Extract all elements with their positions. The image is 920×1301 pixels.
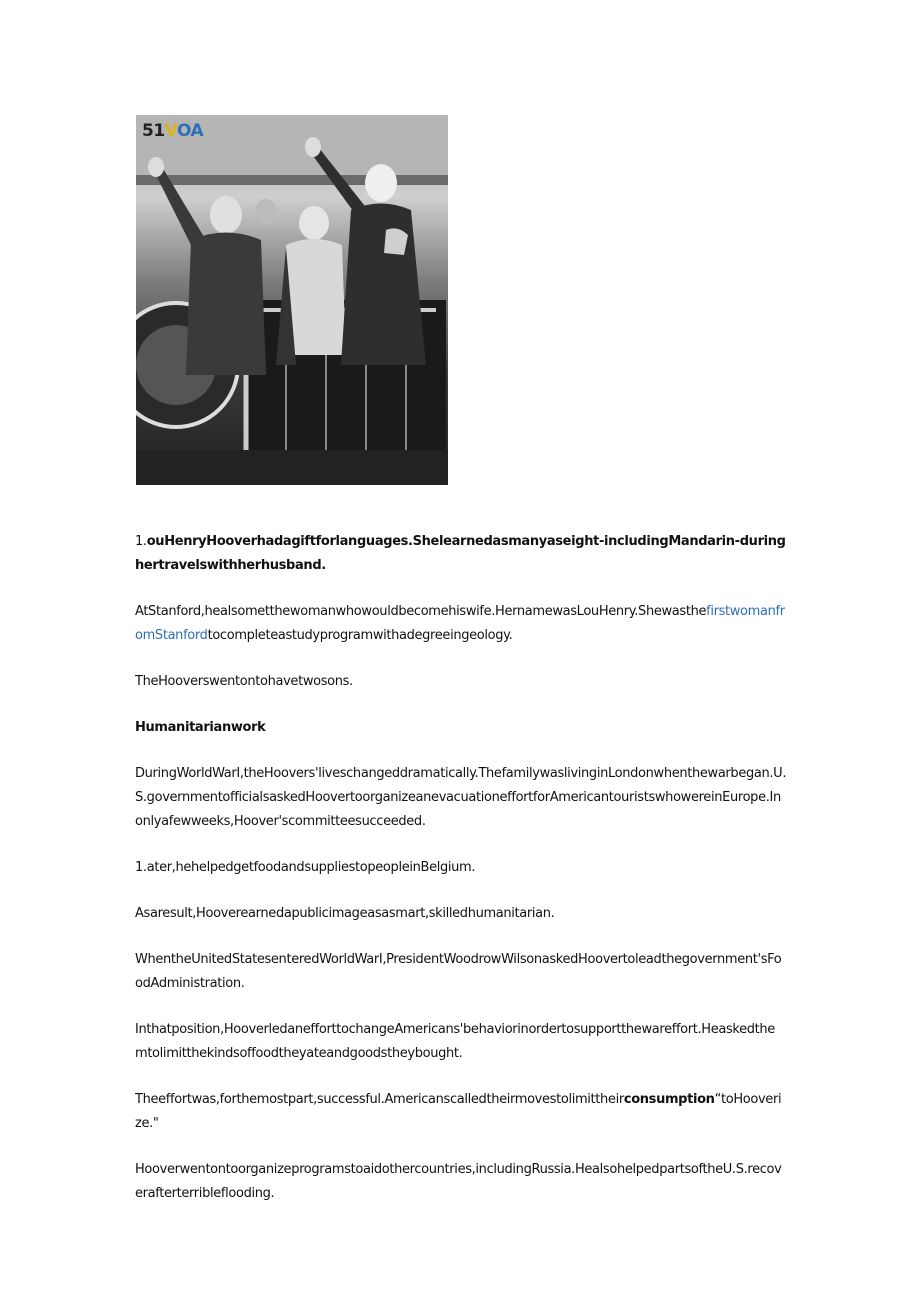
paragraph-9: Theeffortwas,forthemostpart,successful.Americanscalledtheirmovestolimittheirconsumption“toHooverize." bbox=[135, 1092, 782, 1131]
article-photo bbox=[136, 115, 448, 485]
paragraph-1: 1.ouHenryHooverhadagiftforlanguages.Shelearnedasmanyaseight-includingMandarin-duringhertravelswithherhusband. bbox=[135, 534, 786, 573]
paragraph-7: WhentheUnitedStatesenteredWorldWarI,PresidentWoodrowWilsonaskedHoovertoleadthegovernment'sFoodAdministration. bbox=[135, 952, 782, 991]
paragraph-4: DuringWorldWarI,theHoovers'liveschangeddramatically.ThefamilywaslivinginLondonwhenthewarbegan.U.S.governmentofficialsaskedHoovertoorganizeanevacuationeffortforAmericantouristswhowereinEurope.Inonlyafewweeks,Hoover'scommitteesucceeded. bbox=[135, 766, 787, 829]
site-logo: 51VOA bbox=[142, 121, 204, 141]
first-woman-link[interactable]: firstwomanfromStanford bbox=[135, 604, 785, 643]
paragraph-2: AtStanford,healsometthewomanwhowouldbecomehiswife.HernamewasLouHenry.ShewasthefirstwomanfromStanfordtocompleteastudyprogramwithadegreeingeology. bbox=[135, 604, 785, 643]
paragraph-5: 1.ater,hehelpedgetfoodandsuppliestopeopleinBelgium. bbox=[135, 860, 476, 875]
paragraph-3: TheHooverswentontohavetwosons. bbox=[135, 674, 353, 689]
paragraph-8: Inthatposition,HooverledanefforttochangeAmericans'behaviorinordertosupportthewareffort.Heaskedthemtolimitthekindsoffoodtheyateandgoodstheybought. bbox=[135, 1022, 775, 1061]
paragraph-1-bold: ouHenryHooverhadagiftforlanguages.Shelearnedasmanyaseight-includingMandarin-duringhertravelswithherhusband. bbox=[135, 534, 786, 573]
paragraph-10: Hooverwentontoorganizeprogramstoaidothercountries,includingRussia.HealsohelpedpartsoftheU.S.recoverafterterribleflooding. bbox=[135, 1162, 782, 1201]
paragraph-6: Asaresult,Hooverearnedapublicimageasasmart,skilledhumanitarian. bbox=[135, 906, 555, 921]
section-heading: Humanitarianwork bbox=[135, 720, 266, 735]
article-body bbox=[135, 530, 787, 1228]
consumption-bold: consumption bbox=[623, 1092, 715, 1107]
photo-illustration bbox=[136, 115, 448, 485]
